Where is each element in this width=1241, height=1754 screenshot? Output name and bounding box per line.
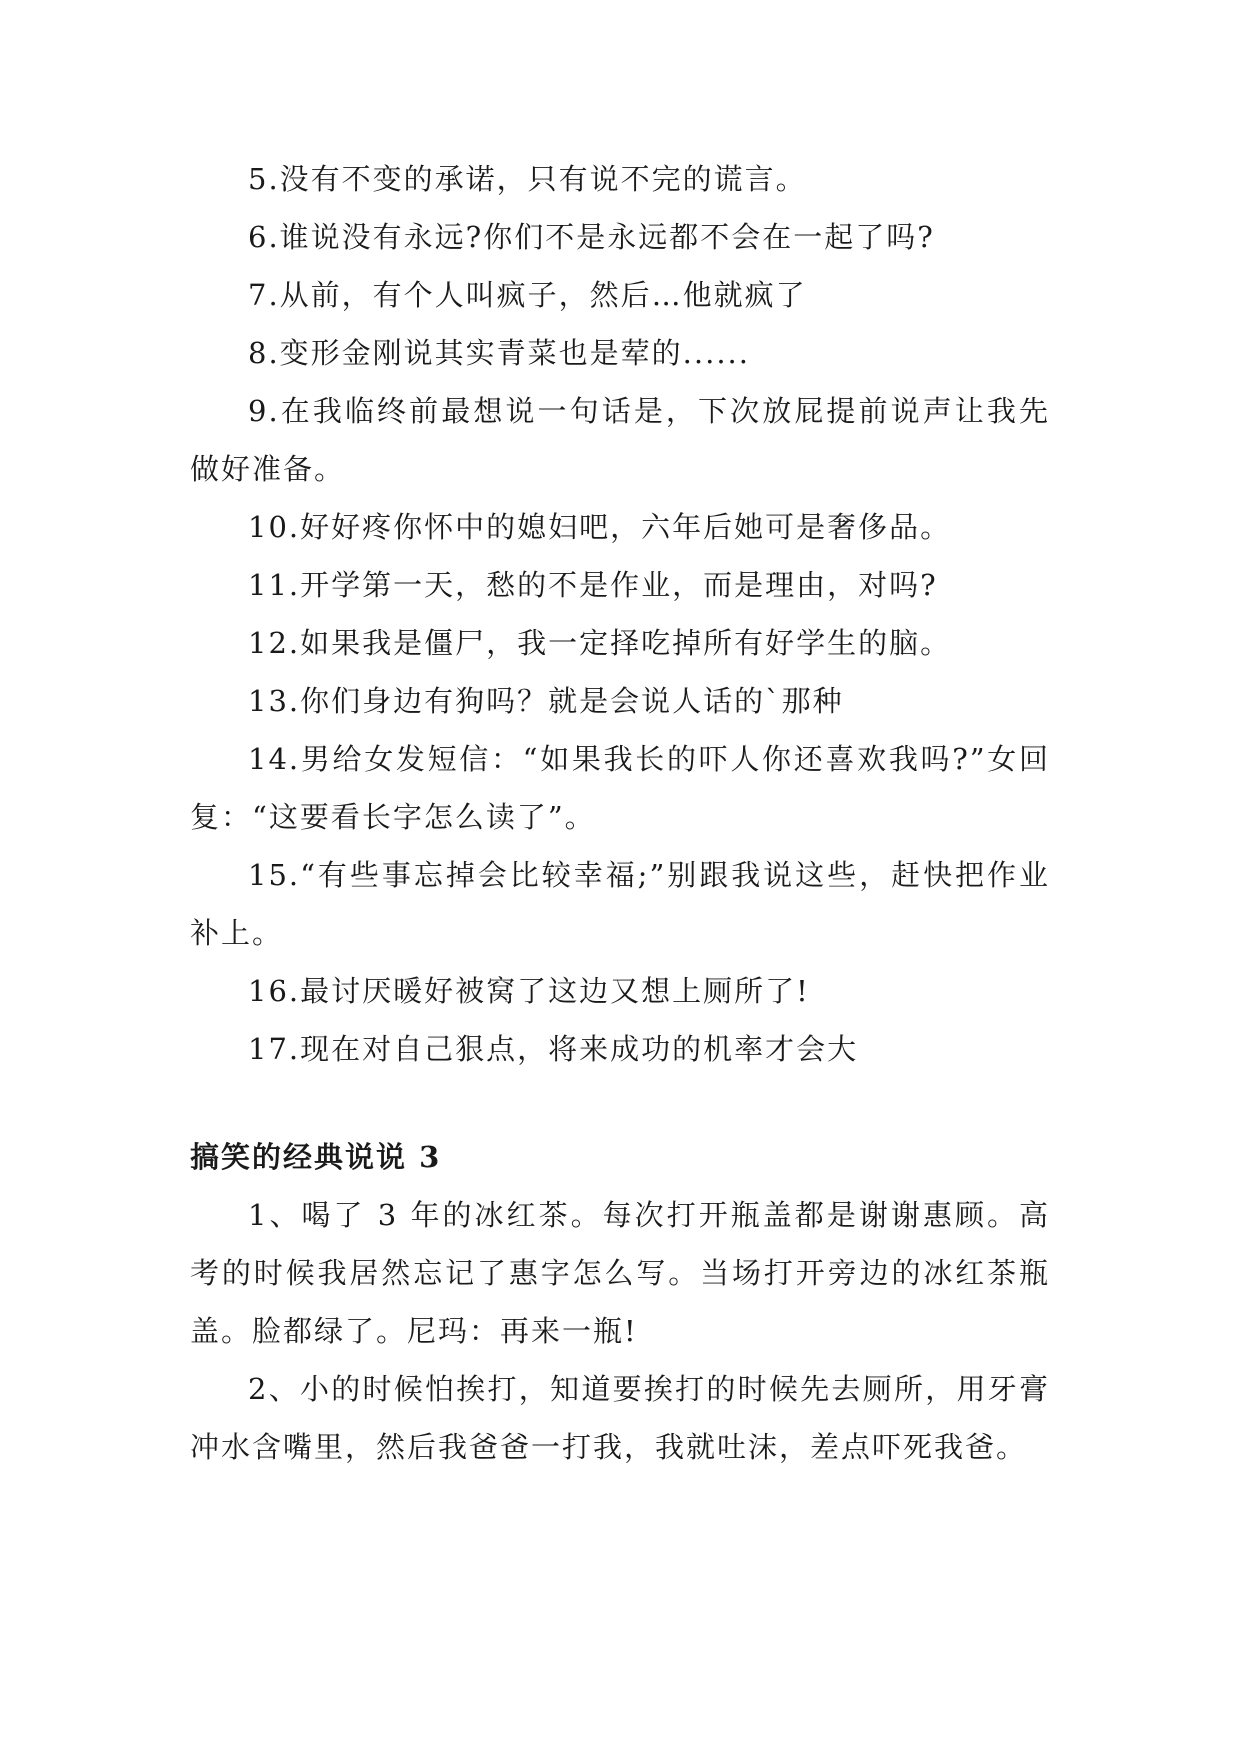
list-item: 16.最讨厌暖好被窝了这边又想上厕所了! (248, 974, 810, 1008)
list-item: 8.变形金刚说其实青菜也是荤的...... (248, 336, 750, 370)
list-item: 17.现在对自己狠点，将来成功的机率才会大 (248, 1032, 859, 1066)
list-item: 9.在我临终前最想说一句话是，下次放屁提前说声让我先做好准备。 (190, 394, 1050, 486)
list-item: 12.如果我是僵尸，我一定择吃掉所有好学生的脑。 (248, 626, 952, 660)
section-paragraph: 1、喝了 3 年的冰红茶。每次打开瓶盖都是谢谢惠顾。高考的时候我居然忘记了惠字怎么写。当场打开旁边的冰红茶瓶盖。脸都绿了。尼玛：再来一瓶! (190, 1198, 1050, 1348)
list-item: 11.开学第一天，愁的不是作业，而是理由，对吗? (248, 568, 938, 602)
document-body (190, 150, 1050, 1476)
list-item: 13.你们身边有狗吗？就是会说人话的`那种 (248, 684, 844, 718)
section-heading: 搞笑的经典说说 3 (190, 1140, 442, 1174)
list-item: 14.男给女发短信：“如果我长的吓人你还喜欢我吗?”女回复：“这要看长字怎么读了”。 (190, 742, 1050, 834)
list-item: 10.好好疼你怀中的媳妇吧，六年后她可是奢侈品。 (248, 510, 952, 544)
list-item: 6.谁说没有永远?你们不是永远都不会在一起了吗? (248, 220, 935, 254)
list-item: 5.没有不变的承诺，只有说不完的谎言。 (248, 162, 807, 196)
list-item: 15.“有些事忘掉会比较幸福;”别跟我说这些，赶快把作业补上。 (190, 858, 1050, 950)
list-item: 7.从前，有个人叫疯子，然后…他就疯了 (248, 278, 807, 312)
section-paragraph: 2、小的时候怕挨打，知道要挨打的时候先去厕所，用牙膏冲水含嘴里，然后我爸爸一打我，我就吐沫，差点吓死我爸。 (190, 1372, 1050, 1464)
